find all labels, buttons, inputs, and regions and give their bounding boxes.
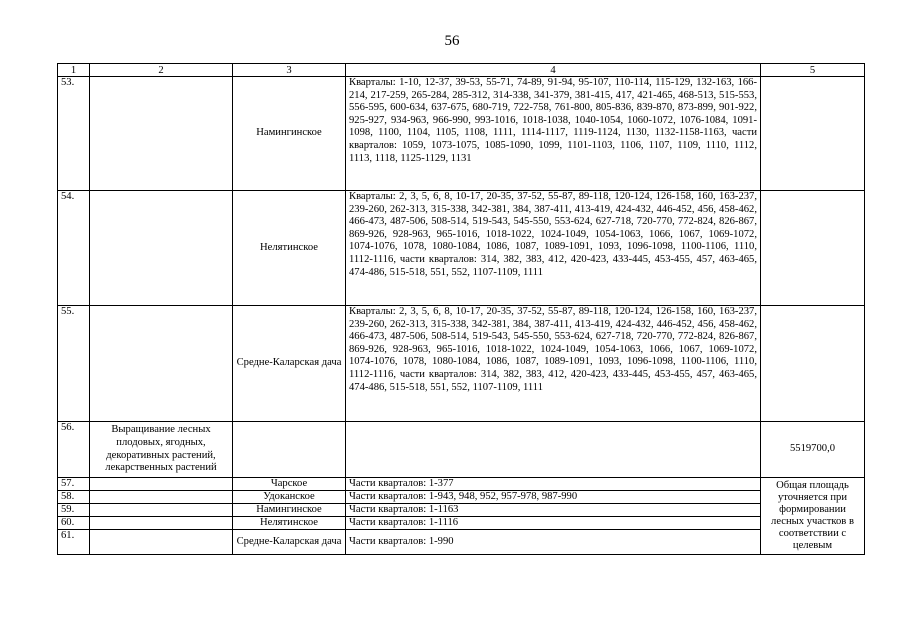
area-cell: 5519700,0 — [761, 422, 865, 478]
purpose-cell — [90, 517, 233, 530]
row-number: 58. — [58, 491, 90, 504]
forestry-cell: Нелятинское — [233, 517, 346, 530]
row-number: 53. — [58, 77, 90, 191]
purpose-cell — [90, 191, 233, 306]
quarters-cell: Части кварталов: 1-1116 — [346, 517, 761, 530]
quarters-cell: Кварталы: 2, 3, 5, 6, 8, 10-17, 20-35, 37-52, 55-87, 89-118, 120-124, 126-158, 160, 163-237, 239-260, 262-313, 315-338, 342-381, 384, 387-411, 413-419, 424-432, 446-452, 456, 458-462, 466-473, 487-506, 508-514, 519-543, 545-550, 553-624, 627-718, 720-770, 772-824, 826-867, 869-926, 928-963, 965-1016, 1018-1022, 1024-1049, 1054-1063, 1066, 1067, 1069-1072, 1074-1076, 1078, 1080-1084, 1086, 1087, 1089-1091, 1093, 1096-1098, 1100-1106, 1110, 1112-1116, части кварталов: 314, 382, 383, 412, 420-423, 433-445, 453-455, 457, 463-465, 474-486, 515-518, 551, 552, 1107-1109, 1111 — [346, 306, 761, 422]
table-row — [58, 517, 865, 530]
header-cell: 2 — [90, 64, 233, 77]
table-row — [58, 504, 865, 517]
table-row — [58, 491, 865, 504]
forest-register-table — [57, 63, 865, 555]
forestry-cell: Намингинское — [233, 77, 346, 191]
purpose-cell — [90, 504, 233, 517]
quarters-cell — [346, 422, 761, 478]
forestry-cell — [233, 422, 346, 478]
area-note-cell: Общая площадь уточняется при формировании лесных участков в соответствии с целевым — [761, 478, 865, 555]
forestry-cell: Нелятинское — [233, 191, 346, 306]
purpose-cell — [90, 530, 233, 555]
forestry-cell: Средне-Каларская дача — [233, 306, 346, 422]
table-row — [58, 478, 865, 491]
forestry-cell: Удоканское — [233, 491, 346, 504]
area-cell — [761, 191, 865, 306]
quarters-cell: Кварталы: 2, 3, 5, 6, 8, 10-17, 20-35, 37-52, 55-87, 89-118, 120-124, 126-158, 160, 163-237, 239-260, 262-313, 315-338, 342-381, 384, 387-411, 413-419, 424-432, 446-452, 456, 458-462, 466-473, 487-506, 508-514, 519-543, 545-550, 553-624, 627-718, 720-770, 772-824, 826-867, 869-926, 928-963, 965-1016, 1018-1022, 1024-1049, 1054-1063, 1066, 1067, 1069-1072, 1074-1076, 1078, 1080-1084, 1086, 1087, 1089-1091, 1093, 1096-1098, 1100-1106, 1110, 1112-1116, части кварталов: 314, 382, 383, 412, 420-423, 433-445, 453-455, 457, 463-465, 474-486, 515-518, 551, 552, 1107-1109, 1111 — [346, 191, 761, 306]
forestry-cell: Намингинское — [233, 504, 346, 517]
row-number: 55. — [58, 306, 90, 422]
purpose-cell — [90, 478, 233, 491]
table-row — [58, 422, 865, 478]
header-cell: 4 — [346, 64, 761, 77]
table-row — [58, 306, 865, 422]
page-number: 56 — [444, 33, 460, 49]
forestry-cell: Средне-Каларская дача — [233, 530, 346, 555]
purpose-cell: Выращивание лесных плодовых, ягодных, декоративных растений, лекарственных растений — [90, 422, 233, 478]
row-number: 61. — [58, 530, 90, 555]
table-row — [58, 77, 865, 191]
row-number: 60. — [58, 517, 90, 530]
row-number: 57. — [58, 478, 90, 491]
purpose-cell — [90, 77, 233, 191]
table-row — [58, 191, 865, 306]
purpose-cell — [90, 491, 233, 504]
quarters-cell: Части кварталов: 1-377 — [346, 478, 761, 491]
forestry-cell: Чарское — [233, 478, 346, 491]
quarters-cell: Части кварталов: 1-943, 948, 952, 957-978, 987-990 — [346, 491, 761, 504]
row-number: 56. — [58, 422, 90, 478]
row-number: 59. — [58, 504, 90, 517]
header-cell: 1 — [58, 64, 90, 77]
purpose-cell — [90, 306, 233, 422]
table-header-row — [58, 64, 865, 77]
row-number: 54. — [58, 191, 90, 306]
area-cell — [761, 77, 865, 191]
header-cell: 5 — [761, 64, 865, 77]
quarters-cell: Кварталы: 1-10, 12-37, 39-53, 55-71, 74-89, 91-94, 95-107, 110-114, 115-129, 132-163, 166-214, 217-259, 265-284, 285-312, 314-338, 341-379, 381-415, 417, 421-465, 468-513, 515-553, 556-595, 600-634, 637-675, 680-719, 722-758, 761-800, 805-836, 839-870, 873-899, 901-922, 925-927, 934-963, 966-990, 993-1016, 1018-1038, 1040-1054, 1060-1072, 1076-1084, 1091-1098, 1100, 1104, 1105, 1108, 1111, 1114-1117, 1119-1124, 1130, 1132-1158-1163, части кварталов: 1059, 1073-1075, 1085-1090, 1099, 1101-1103, 1106, 1107, 1109, 1110, 1112, 1113, 1118, 1125-1129, 1131 — [346, 77, 761, 191]
quarters-cell: Части кварталов: 1-1163 — [346, 504, 761, 517]
area-cell — [761, 306, 865, 422]
quarters-cell: Части кварталов: 1-990 — [346, 530, 761, 555]
table-row — [58, 530, 865, 555]
header-cell: 3 — [233, 64, 346, 77]
